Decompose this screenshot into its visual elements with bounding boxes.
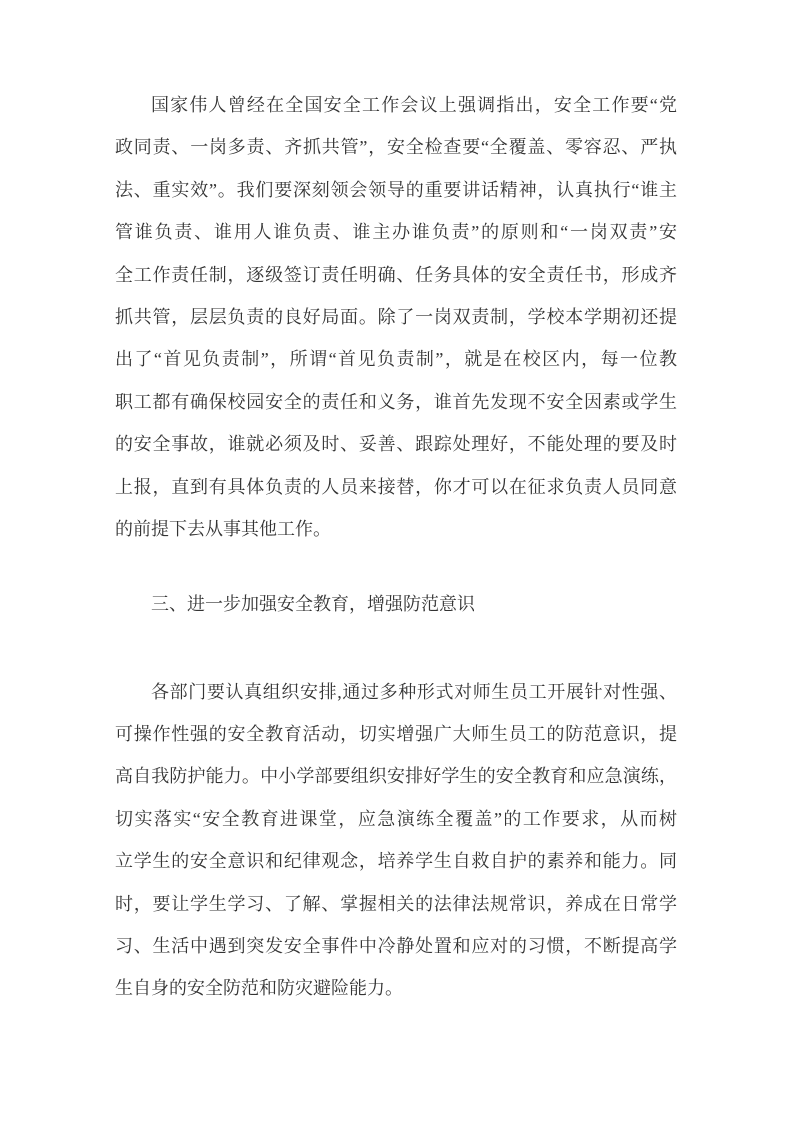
text-line: 生自身的安全防范和防灾避险能力。 [115,978,403,999]
text-line: 的安全事故，谁就必须及时、妥善、跟踪处理好，不能处理的要及时 [115,434,677,455]
text-line: 法、重实效”。我们要深刻领会领导的重要讲话精神，认真执行“谁主 [115,179,677,200]
text-line: 可操作性强的安全教育活动，切实增强广大师生员工的防范意识，提 [115,724,677,745]
text-line: 立学生的安全意识和纪律观念，培养学生自救自护的素养和能力。同 [115,851,677,872]
section-heading [115,583,677,625]
text-line: 时，要让学生学习、了解、掌握相关的法律法规常识，养成在日常学 [115,893,677,914]
text-line: 抓共管，层层负责的良好局面。除了一岗双责制，学校本学期初还提 [115,306,677,327]
text-line: 国家伟人曾经在全国安全工作会议上强调指出，安全工作要“党 [151,95,677,115]
paragraph-2 [115,671,677,1010]
text-line: 各部门要认真组织安排,通过多种形式对师生员工开展针对性强、 [151,681,677,702]
text-line: 上报，直到有具体负责的人员来接替，你才可以在征求负责人员同意 [115,476,677,497]
paragraph-1 [115,84,677,550]
heading-line: 三、进一步加强安全教育，增强防范意识 [151,594,475,615]
text-line: 全工作责任制，逐级签订责任明确、任务具体的安全责任书，形成齐 [115,264,677,285]
document-body [115,84,677,1010]
text-line: 管谁负责、谁用人谁负责、谁主办谁负责”的原则和“一岗双责”安 [115,222,677,243]
text-line: 习、生活中遇到突发安全事件中冷静处置和应对的习惯，不断提高学 [115,936,677,957]
text-line: 的前提下去从事其他工作。 [115,518,331,539]
text-line: 高自我防护能力。中小学部要组织安排好学生的安全教育和应急演练， [115,766,677,787]
text-line: 出了“首见负责制”，所谓“首见负责制”，就是在校区内，每一位教 [115,349,677,370]
text-line: 职工都有确保校园安全的责任和义务，谁首先发现不安全因素或学生 [115,391,677,412]
text-line: 政同责、一岗多责、齐抓共管”，安全检查要“全覆盖、零容忍、严执 [115,137,677,158]
text-line: 切实落实“安全教育进课堂，应急演练全覆盖”的工作要求，从而树 [115,808,677,829]
